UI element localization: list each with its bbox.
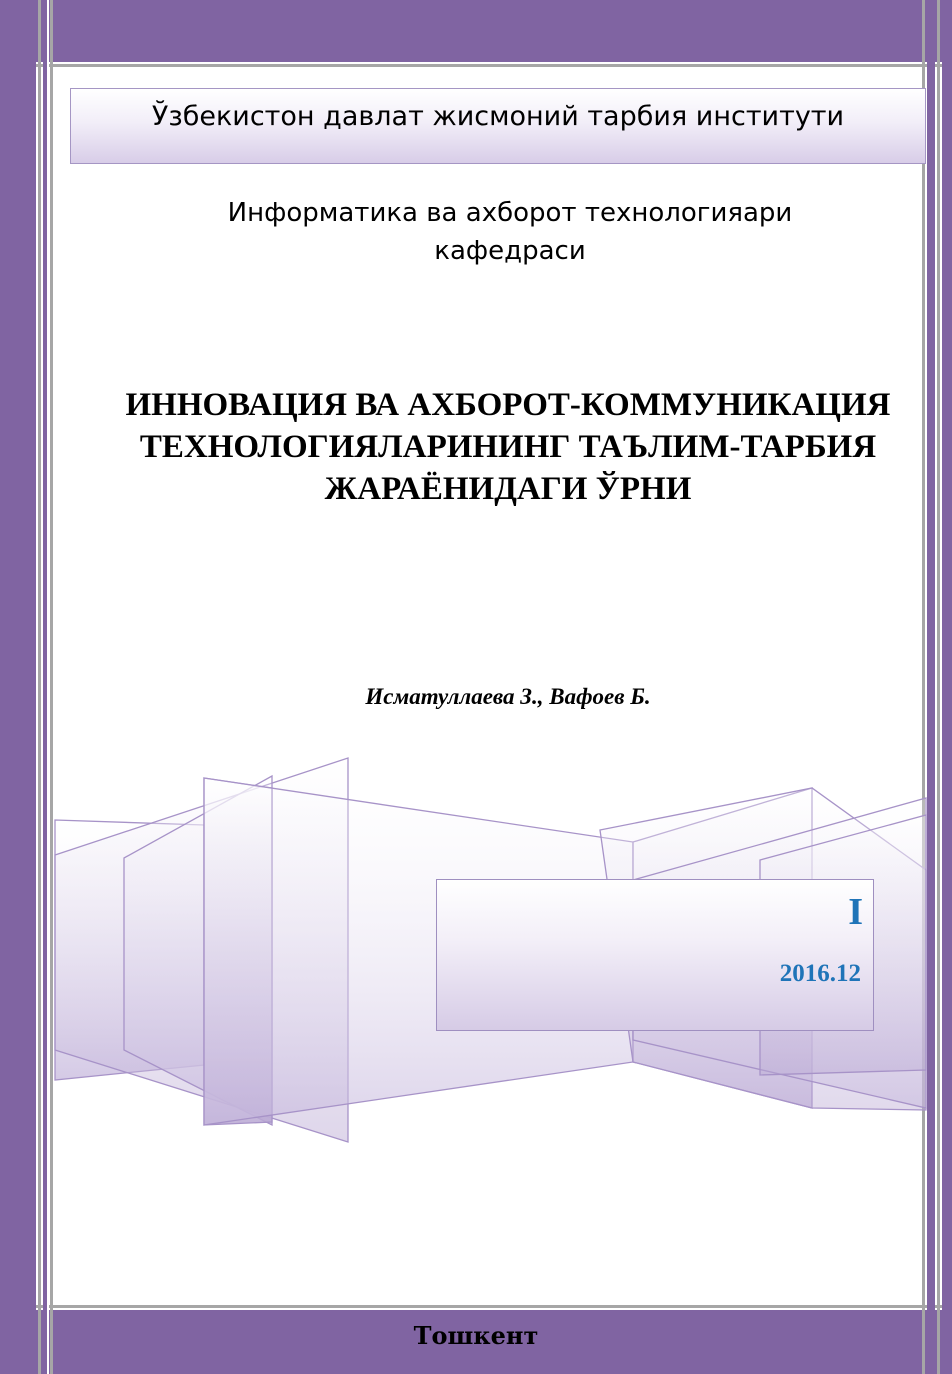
issue-number: I <box>848 891 863 933</box>
issue-info-box <box>436 879 874 1031</box>
right-frame-stripe <box>927 0 935 1374</box>
top-color-band <box>0 0 952 62</box>
title-line-1: ИННОВАЦИЯ ВА АХБОРОТ-КОММУНИКАЦИЯ <box>125 387 891 423</box>
department-line-2: кафедраси <box>434 236 586 266</box>
footer-city: Тошкент <box>413 1321 539 1350</box>
department-line-1: Информатика ва ахборот технологияари <box>227 198 793 228</box>
left-frame-bar <box>0 0 36 1374</box>
authors: Исматуллаева З., Вафоев Б. <box>365 684 651 709</box>
left-frame-gap <box>47 0 49 1374</box>
bottom-frame-line <box>0 1305 952 1308</box>
left-frame-inner-line <box>50 0 53 1374</box>
title-line-2: ТЕХНОЛОГИЯЛАРИНИНГ ТАЪЛИМ-ТАРБИЯ <box>139 429 877 465</box>
department-name <box>120 194 900 270</box>
right-frame-inner-line <box>922 0 925 1374</box>
top-frame-line <box>0 64 952 67</box>
institute-name: Ўзбекистон давлат жисмоний тарбия институти <box>151 101 845 132</box>
right-frame-line <box>937 0 940 1374</box>
title-line-3: ЖАРАЁНИДАГИ ЎРНИ <box>324 471 692 507</box>
document-title <box>90 384 926 510</box>
right-frame-bar <box>942 0 952 1374</box>
institute-header-box <box>70 88 926 164</box>
left-frame-line <box>38 0 41 1374</box>
issue-date: 2016.12 <box>779 960 861 987</box>
